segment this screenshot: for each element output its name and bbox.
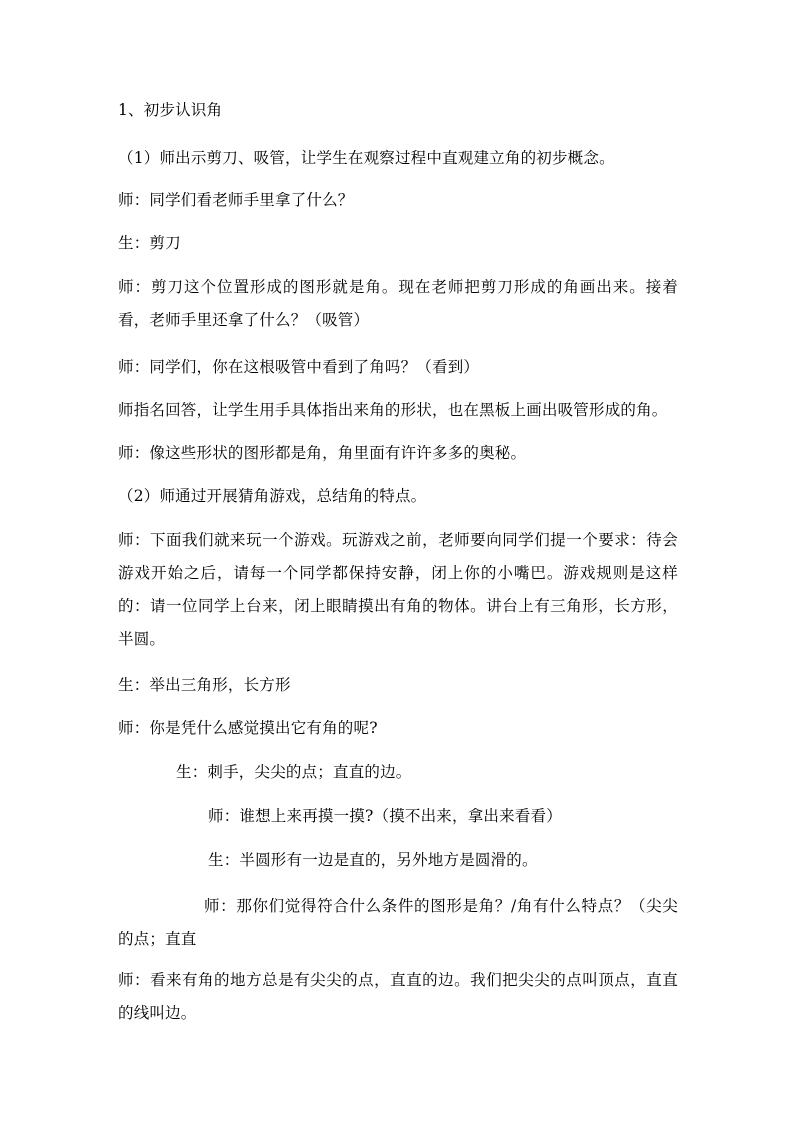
paragraph-16: 师：看来有角的地方总是有尖尖的点，直直的边。我们把尖尖的点叫顶点，直直的线叫边。 — [118, 971, 678, 1022]
paragraph-13: 师：谁想上来再摸一摸?（摸不出来，拿出来看看） — [208, 807, 562, 825]
paragraph-7: 师：像这些形状的图形都是角，角里面有许许多多的奥秘。 — [118, 444, 527, 462]
paragraph-2: 师：同学们看老师手里拿了什么？ — [118, 191, 354, 209]
paragraph-8: （2）师通过开展猜角游戏，总结角的特点。 — [118, 487, 427, 505]
paragraph-14: 生：半圆形有一边是直的，另外地方是圆滑的。 — [208, 851, 538, 869]
paragraph-11: 师：你是凭什么感觉摸出它有角的呢? — [118, 719, 378, 737]
paragraph-9: 师：下面我们就来玩一个游戏。玩游戏之前，老师要向同学们提一个要求：待会游戏开始之后，请每一个同学都保持安静，闭上你的小嘴巴。游戏规则是这样的：请一位同学上台来，闭上眼睛摸出有角的物体。讲台上有三角形，长方形，半圆。 — [118, 531, 678, 648]
paragraph-10: 生：举出三角形，长方形 — [118, 676, 291, 694]
paragraph-12: 生：刺手，尖尖的点；直直的边。 — [176, 763, 412, 781]
paragraph-6: 师指名回答，让学生用手具体指出来角的形状，也在黑板上画出吸管形成的角。 — [118, 401, 668, 419]
section-heading: 1、初步认识角 — [118, 101, 223, 119]
paragraph-1: （1）师出示剪刀、吸管，让学生在观察过程中直观建立角的初步概念。 — [118, 149, 615, 167]
paragraph-3: 生：剪刀 — [118, 234, 181, 252]
paragraph-5: 师：同学们，你在这根吸管中看到了角吗？（看到） — [118, 358, 480, 376]
paragraph-15: 师：那你们觉得符合什么条件的图形是角？/角有什么特点？（尖尖的点；直直 — [118, 897, 678, 948]
paragraph-4: 师：剪刀这个位置形成的图形就是角。现在老师把剪刀形成的角画出来。接着看，老师手里还拿了什么？（吸管） — [118, 278, 678, 329]
